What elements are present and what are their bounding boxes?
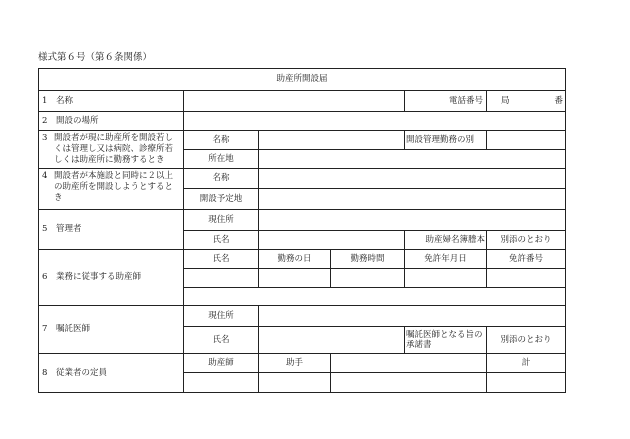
physician-name-label: 氏名 xyxy=(184,327,259,354)
assistant-count-input[interactable] xyxy=(259,373,331,393)
midwives-spacer xyxy=(184,288,566,306)
row-additional-facility-label: 4 開設者が本施設と同時に２以上の助産所を開設しようとするとき xyxy=(39,169,184,210)
manager-name-input[interactable] xyxy=(259,231,405,250)
facility-name-input[interactable] xyxy=(184,91,405,112)
registry-attached-label: 別添のとおり xyxy=(487,231,566,250)
work-hours-header: 勤務時間 xyxy=(331,250,405,269)
phone-input[interactable] xyxy=(487,91,566,112)
row-number: 1 xyxy=(42,95,48,106)
phone-exchange-label: 局 xyxy=(501,96,510,106)
row-location-label: 2 開設の場所 xyxy=(39,112,184,131)
row-midwives-label: 6 業務に従事する助産師 xyxy=(39,250,184,306)
manager-name-label: 氏名 xyxy=(184,231,259,250)
phone-number-label: 番 xyxy=(554,96,564,106)
work-day-input[interactable] xyxy=(259,269,331,288)
staff-blank xyxy=(331,354,487,373)
role-type-label: 開設管理勤務の別 xyxy=(405,131,487,150)
license-date-input[interactable] xyxy=(405,269,487,288)
physician-consent-label: 嘱託医師となる旨の承諾書 xyxy=(405,327,487,354)
total-count-input[interactable] xyxy=(487,373,566,393)
physician-name-input[interactable] xyxy=(259,327,405,354)
current-facility-name-label: 名称 xyxy=(184,131,259,150)
work-hours-input[interactable] xyxy=(331,269,405,288)
role-type-input[interactable] xyxy=(487,131,566,150)
work-day-header: 勤務の日 xyxy=(259,250,331,269)
location-input[interactable] xyxy=(184,112,566,131)
form-number-label: 様式第６号（第６条関係） xyxy=(38,52,153,63)
additional-facility-name-label: 名称 xyxy=(184,169,259,189)
license-date-header: 免許年月日 xyxy=(405,250,487,269)
current-facility-location-input[interactable] xyxy=(259,150,566,169)
physician-address-input[interactable] xyxy=(259,306,566,327)
row-physician-label: 7 嘱託医師 xyxy=(39,306,184,354)
row-current-facility-label: 3 開設者が現に助産所を開設若しくは管理し又は病院、診療所若しくは助産所に勤務するとき xyxy=(39,131,184,169)
manager-address-input[interactable] xyxy=(259,210,566,231)
midwife-count-input[interactable] xyxy=(184,373,259,393)
planned-location-input[interactable] xyxy=(259,189,566,210)
midwife-count-label: 助産師 xyxy=(184,354,259,373)
license-number-input[interactable] xyxy=(487,269,566,288)
physician-attached-label: 別添のとおり xyxy=(487,327,566,354)
assistant-count-label: 助手 xyxy=(259,354,331,373)
form-title: 助産所開設届 xyxy=(39,69,566,91)
midwife-name-header: 氏名 xyxy=(184,250,259,269)
total-count-label: 計 xyxy=(487,354,566,373)
registry-copy-label: 助産婦名簿謄本 xyxy=(405,231,487,250)
physician-address-label: 現住所 xyxy=(184,306,259,327)
additional-facility-name-input[interactable] xyxy=(259,169,566,189)
birth-center-notification-form xyxy=(38,68,566,393)
license-number-header: 免許番号 xyxy=(487,250,566,269)
manager-address-label: 現住所 xyxy=(184,210,259,231)
phone-label: 電話番号 xyxy=(405,91,487,112)
row-staff-quota-label: 8 従業者の定員 xyxy=(39,354,184,393)
midwife-name-input[interactable] xyxy=(184,269,259,288)
row-name-label: 1 名称 xyxy=(39,91,184,112)
current-facility-name-input[interactable] xyxy=(259,131,405,150)
row-manager-label: 5 管理者 xyxy=(39,210,184,250)
staff-blank-input[interactable] xyxy=(331,373,487,393)
current-facility-location-label: 所在地 xyxy=(184,150,259,169)
planned-location-label: 開設予定地 xyxy=(184,189,259,210)
